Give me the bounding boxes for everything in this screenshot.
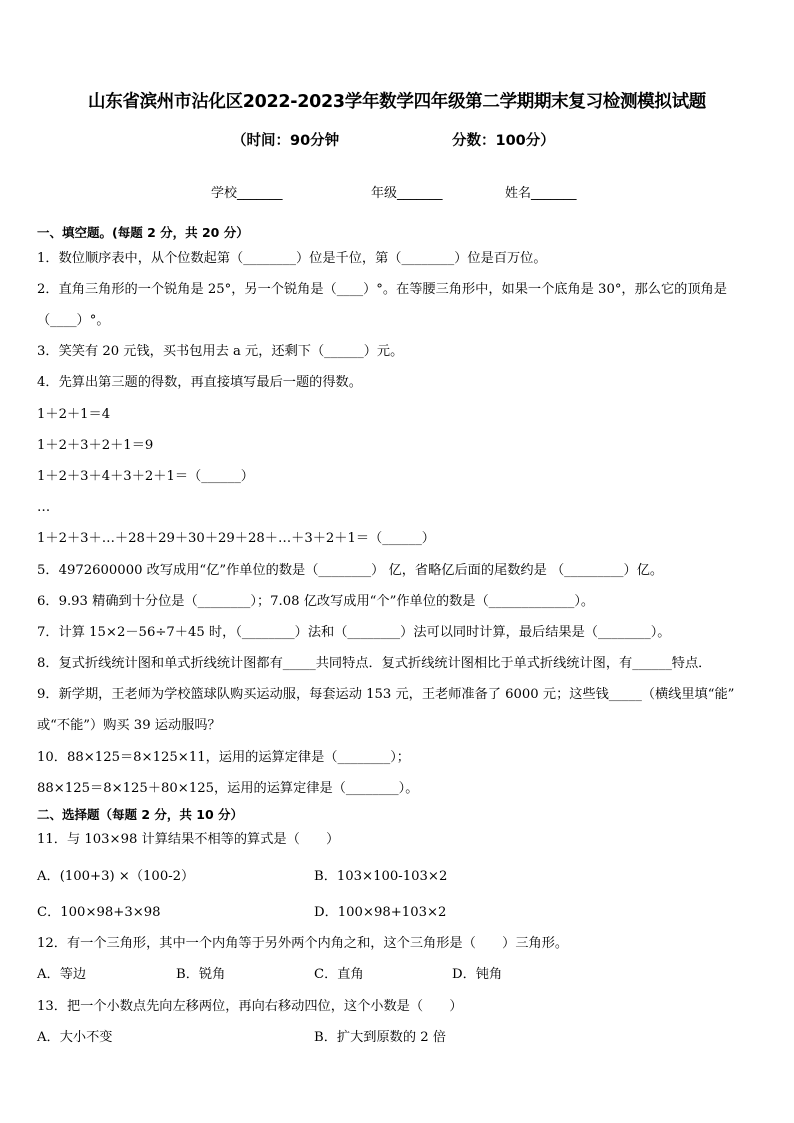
q12-option-d: D．钝角: [452, 967, 503, 982]
question-10-cont: 88×125＝8×125＋80×125，运用的运算定律是（________）。: [37, 781, 419, 796]
question-1: 1．数位顺序表中，从个位数起第（________）位是千位，第（________）位是百万位。: [37, 251, 547, 266]
question-4-eq4: 1＋2＋3＋…＋28＋29＋30＋29＋28＋…＋3＋2＋1＝（______）: [37, 531, 435, 546]
question-2-cont: （____）°。: [37, 313, 110, 328]
question-8: 8．复式折线统计图和单式折线统计图都有_____共同特点．复式折线统计图相比于单式折线统计图，有______特点．: [37, 656, 712, 671]
section-heading-choice: 二、选择题（每题 2 分，共 10 分）: [37, 807, 244, 822]
q11-option-d: D．100×98+103×2: [314, 905, 447, 920]
q11-option-a: A．(100+3) ×（100-2）: [37, 869, 195, 884]
question-5: 5．4972600000 改写成用“亿”作单位的数是（________） 亿，省略亿后面的尾数约是 （_________）亿。: [37, 563, 664, 578]
question-4-eq2: 1＋2＋3＋2＋1＝9: [37, 438, 154, 453]
question-10: 10．88×125＝8×125×11，运用的运算定律是（________）；: [37, 750, 410, 765]
question-4: 4．先算出第三题的得数，再直接填写最后一题的得数。: [37, 375, 362, 390]
question-13: 13．把一个小数点先向左移两位，再向右移动四位，这个小数是（ ）: [37, 999, 463, 1014]
question-3: 3．笑笑有 20 元钱，买书包用去 a 元，还剩下（______）元。: [37, 344, 404, 359]
q13-option-a: A．大小不变: [37, 1030, 113, 1045]
question-12: 12．有一个三角形，其中一个内角等于另外两个内角之和，这个三角形是（ ）三角形。: [37, 936, 569, 951]
q11-option-b: B．103×100-103×2: [314, 869, 448, 884]
q12-option-c: C．直角: [314, 967, 364, 982]
q12-option-b: B．锐角: [176, 967, 226, 982]
name-field[interactable]: 姓名_______: [505, 186, 577, 201]
q11-option-c: C．100×98+3×98: [37, 905, 161, 920]
question-11: 11．与 103×98 计算结果不相等的算式是（ ）: [37, 832, 340, 847]
question-9-cont: 或“不能”）购买 39 运动服吗？: [37, 718, 221, 733]
section-heading-fill-blank: 一、填空题。(每题 2 分，共 20 分）: [37, 225, 249, 240]
q12-option-a: A．等边: [37, 967, 87, 982]
question-4-eq1: 1＋2＋1＝4: [37, 407, 111, 422]
question-7: 7．计算 15×2－56÷7＋45 时，（________）法和（________）法可以同时计算，最后结果是（________）。: [37, 625, 671, 640]
q13-option-b: B．扩大到原数的 2 倍: [314, 1030, 446, 1045]
question-4-eq3: 1＋2＋3＋4＋3＋2＋1＝（______）: [37, 469, 254, 484]
exam-time: （时间：90分钟: [232, 133, 340, 149]
question-9: 9．新学期，王老师为学校篮球队购买运动服，每套运动 153 元，王老师准备了 6000 元；这些钱_____（横线里填“能”: [37, 687, 735, 702]
question-6: 6．9.93 精确到十分位是（________）；7.08 亿改写成用“个”作单位的数是（_____________）。: [37, 594, 595, 609]
exam-title: 山东省滨州市沾化区2022-2023学年数学四年级第二学期期末复习检测模拟试题: [88, 92, 706, 112]
question-2: 2．直角三角形的一个锐角是 25°，另一个锐角是（____）°。在等腰三角形中，如果一个底角是 30°，那么它的顶角是: [37, 282, 727, 297]
question-4-ellipsis: …: [37, 500, 51, 515]
school-field[interactable]: 学校_______: [211, 186, 283, 201]
exam-score: 分数：100分）: [452, 133, 555, 149]
grade-field[interactable]: 年级_______: [371, 186, 443, 201]
